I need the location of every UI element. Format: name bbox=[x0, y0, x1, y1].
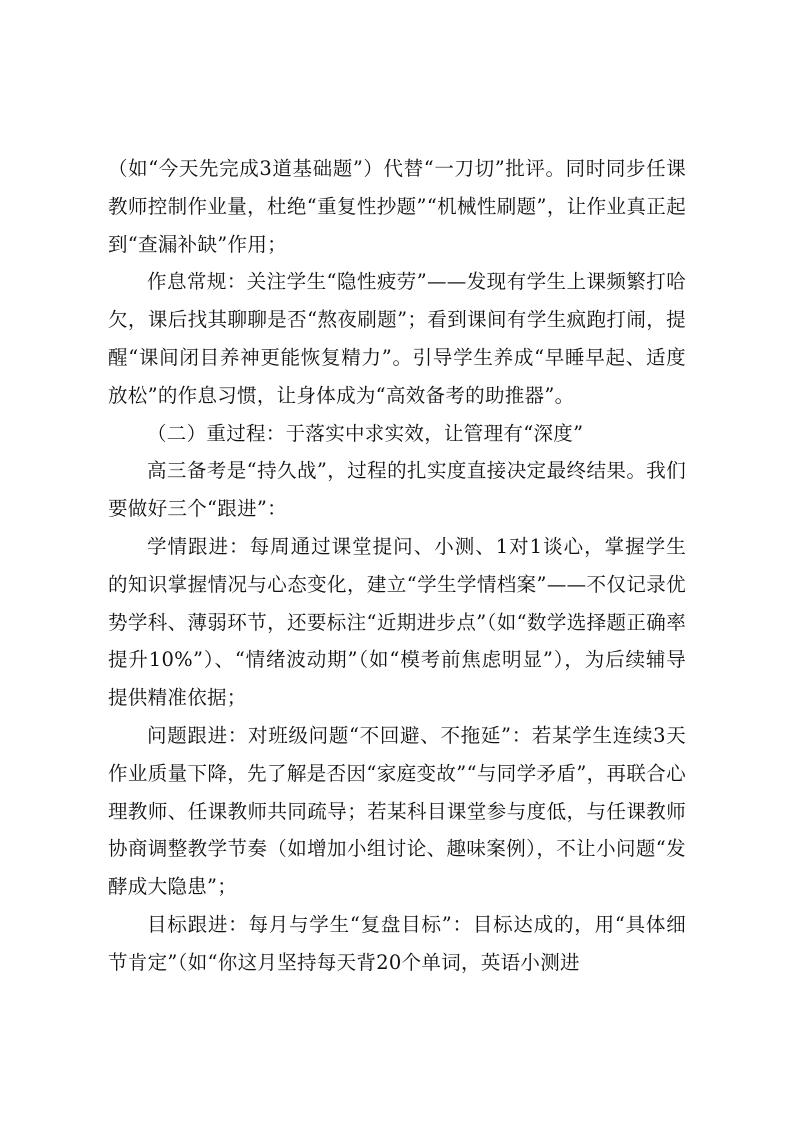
section-heading: （二）重过程：于落实中求实效，让管理有“深度” bbox=[147, 421, 584, 445]
paragraph-6: 目标跟进：每月与学生“复盘目标”：目标达成的，用“具体细节肯定”（如“你这月坚持每天背20个单词，英语小测进 bbox=[108, 912, 686, 974]
document-body bbox=[108, 150, 686, 982]
paragraph-2: 作息常规：关注学生“隐性疲劳”——发现有学生上课频繁打哈欠，课后找其聊聊是否“熬夜刷题”；看到课间有学生疯跑打闹，提醒“课间闭目养神更能恢复精力”。引导学生养成“早睡早起、适度放松”的作息习惯，让身体成为“高效备考的助推器”。 bbox=[108, 270, 686, 407]
paragraph-5: 问题跟进：对班级问题“不回避、不拖延”：若某学生连续3天作业质量下降，先了解是否因“家庭变故”“与同学矛盾”，再联合心理教师、任课教师共同疏导；若某科目课堂参与度低，与任课教师协商调整教学节奏（如增加小组讨论、趣味案例），不让小问题“发酵成大隐患”； bbox=[108, 723, 686, 899]
paragraph-4: 学情跟进：每周通过课堂提问、小测、1对1谈心，掌握学生的知识掌握情况与心态变化，建立“学生学情档案”——不仅记录优势学科、薄弱环节，还要标注“近期进步点”（如“数学选择题正确率提升10%”）、“情绪波动期”（如“模考前焦虑明显”），为后续辅导提供精准依据； bbox=[108, 534, 686, 710]
paragraph-1: （如“今天先完成3道基础题”）代替“一刀切”批评。同时同步任课教师控制作业量，杜绝“重复性抄题”“机械性刷题”，让作业真正起到“查漏补缺”作用； bbox=[108, 157, 686, 256]
paragraph-3: 高三备考是“持久战”，过程的扎实度直接决定最终结果。我们要做好三个“跟进”： bbox=[108, 459, 686, 521]
